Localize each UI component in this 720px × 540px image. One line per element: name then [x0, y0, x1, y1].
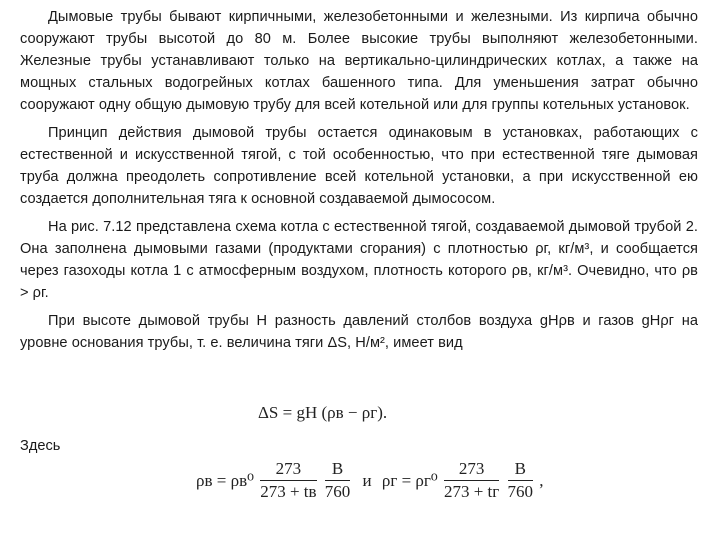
paragraph-3: На рис. 7.12 представлена схема котла с естественной тягой, создаваемой дымовой трубой 2. Она заполнена дымовыми газами (продуктами сгорания) с плотностью ρг, кг/м³, и сообщается через газоходы котла 1 с атмосферным воздухом, плотность которого ρв, кг/м³. Очевидно, что ρв > ρг. — [20, 219, 698, 301]
rho-g-fraction-pressure — [508, 458, 534, 503]
rho-g-num: 273 — [444, 458, 499, 481]
rho-g-num2: B — [508, 458, 534, 481]
and-label: и — [362, 470, 372, 490]
rho-v-lhs: ρв = ρв⁰ — [196, 470, 254, 490]
rho-v-fraction-temp — [260, 458, 316, 503]
paragraph-1: Дымовые трубы бывают кирпичными, железобетонными и железными. Из кирпича обычно сооружают трубы высотой до 80 м. Более высокие трубы выполняют железобетонными. Железные трубы устанавливают только на вертикально-цилиндрических котлах, а также на мощных стальных водогрейных котлах башенного типа. Для уменьшения затрат обычно сооружают одну общую дымовую трубу для всей котельной или для группы котельных установок. — [20, 9, 698, 113]
rho-v-fraction-pressure — [325, 458, 351, 503]
rho-g-den2: 760 — [507, 482, 534, 501]
rho-v-num: 273 — [260, 458, 316, 481]
rho-v-den: 273 + tв — [260, 482, 317, 501]
paragraph-4: При высоте дымовой трубы H разность давлений столбов воздуха gHρв и газов gHρг на уровне основания трубы, т. е. величина тяги ΔS, Н/м², имеет вид — [20, 313, 698, 351]
draft-formula: ΔS = gH (ρв − ρг). — [258, 403, 388, 422]
rho-g-lhs: ρг = ρг⁰ — [381, 470, 438, 490]
rho-g-fraction-temp — [444, 458, 499, 503]
rho-v-num2: B — [325, 458, 351, 481]
rho-v-den2: 760 — [324, 482, 351, 501]
paragraph-2: Принцип действия дымовой трубы остается одинаковым в установках, работающих с естественной и искусственной тягой, с той особенностью, что при естественной тяге дымовая труба должна преодолеть сопротивление всей котельной установки, а при искусственной ею создается дополнительная тяга к основной создаваемой дымососом. — [20, 125, 698, 207]
rho-g-den: 273 + tг — [443, 482, 500, 501]
rho-g-tail: , — [539, 470, 544, 490]
density-formulas — [196, 458, 544, 506]
here-label: Здесь — [20, 438, 61, 454]
